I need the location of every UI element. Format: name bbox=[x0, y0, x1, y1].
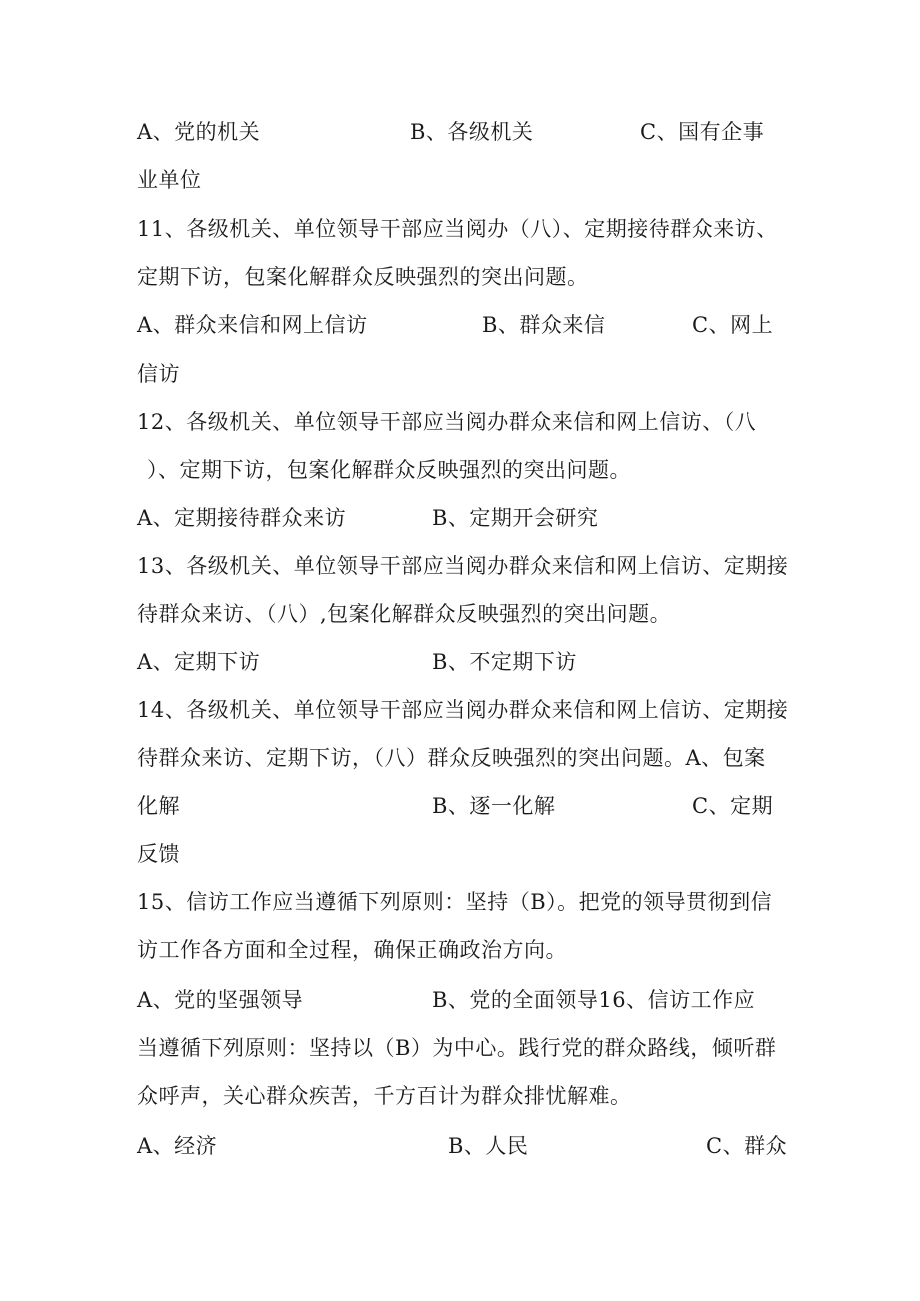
option-a: A、党的机关 bbox=[137, 120, 261, 144]
question-12-text-cont: ）、定期下访，包案化解群众反映强烈的突出问题。 bbox=[147, 458, 631, 482]
question-14-text: 14、各级机关、单位领导干部应当阅办群众来信和网上信访、定期接 bbox=[137, 698, 789, 722]
question-15-text-cont: 访工作各方面和全过程，确保正确政治方向。 bbox=[137, 938, 567, 962]
option-continuation-line bbox=[0, 160, 920, 200]
option-a: A、定期下访 bbox=[137, 650, 261, 674]
option-a: A、定期接待群众来访 bbox=[137, 506, 347, 530]
question-15-text: 15、信访工作应当遵循下列原则：坚持（B）。把党的领导贯彻到信 bbox=[137, 890, 773, 914]
option-line-q16 bbox=[0, 1126, 920, 1166]
option-c: C、国有企事 bbox=[640, 120, 765, 144]
option-b-and-question-16: B、党的全面领导16、信访工作应 bbox=[432, 988, 756, 1012]
question-16-text-cont2: 众呼声，关心群众疾苦，千方百计为群众排忧解难。 bbox=[137, 1084, 632, 1108]
question-line-14-cont bbox=[0, 738, 920, 778]
question-line-11 bbox=[0, 209, 920, 249]
option-line-q13 bbox=[0, 642, 920, 682]
option-continuation-line bbox=[0, 354, 920, 394]
question-13-text: 13、各级机关、单位领导干部应当阅办群众来信和网上信访、定期接 bbox=[137, 554, 789, 578]
option-b: B、不定期下访 bbox=[432, 650, 577, 674]
question-11-text-cont: 定期下访，包案化解群众反映强烈的突出问题。 bbox=[137, 265, 589, 289]
option-c: C、群众 bbox=[706, 1134, 788, 1158]
option-b: B、群众来信 bbox=[482, 313, 606, 337]
option-line-q11 bbox=[0, 305, 920, 345]
option-c-continuation: 反馈 bbox=[137, 842, 180, 866]
option-c: C、定期 bbox=[692, 794, 774, 818]
question-11-text: 11、各级机关、单位领导干部应当阅办（八）、定期接待群众来访、 bbox=[137, 217, 778, 241]
question-line-12 bbox=[0, 402, 920, 442]
option-b: B、定期开会研究 bbox=[432, 506, 599, 530]
question-line-15 bbox=[0, 882, 920, 922]
question-16-text-cont: 当遵循下列原则：坚持以（B）为中心。践行党的群众路线，倾听群 bbox=[137, 1036, 777, 1060]
option-line-q15 bbox=[0, 980, 920, 1020]
question-line-16-cont2 bbox=[0, 1076, 920, 1116]
option-a-continuation: 化解 bbox=[137, 794, 180, 818]
option-line-q14 bbox=[0, 786, 920, 826]
option-a: A、党的坚强领导 bbox=[137, 988, 304, 1012]
option-c-continuation: 信访 bbox=[137, 362, 180, 386]
option-b: B、各级机关 bbox=[410, 120, 534, 144]
option-a: A、经济 bbox=[137, 1134, 218, 1158]
option-b: B、逐一化解 bbox=[432, 794, 556, 818]
question-line-14 bbox=[0, 690, 920, 730]
option-continuation-line bbox=[0, 834, 920, 874]
question-line-15-cont bbox=[0, 930, 920, 970]
question-line-13-cont bbox=[0, 594, 920, 634]
question-13-text-cont: 待群众来访、（八）,包案化解群众反映强烈的突出问题。 bbox=[137, 602, 672, 626]
question-line-11-cont bbox=[0, 257, 920, 297]
option-line-q12 bbox=[0, 498, 920, 538]
question-14-text-cont: 待群众来访、定期下访，（八）群众反映强烈的突出问题。A、包案 bbox=[137, 746, 766, 770]
question-12-text: 12、各级机关、单位领导干部应当阅办群众来信和网上信访、（八 bbox=[137, 410, 757, 434]
option-c: C、网上 bbox=[692, 313, 774, 337]
question-line-16-cont bbox=[0, 1028, 920, 1068]
option-b: B、人民 bbox=[448, 1134, 529, 1158]
option-c-continuation: 业单位 bbox=[137, 168, 202, 192]
option-line-q10 bbox=[0, 112, 920, 152]
question-line-13 bbox=[0, 546, 920, 586]
option-a: A、群众来信和网上信访 bbox=[137, 313, 368, 337]
question-line-12-cont bbox=[0, 450, 920, 490]
